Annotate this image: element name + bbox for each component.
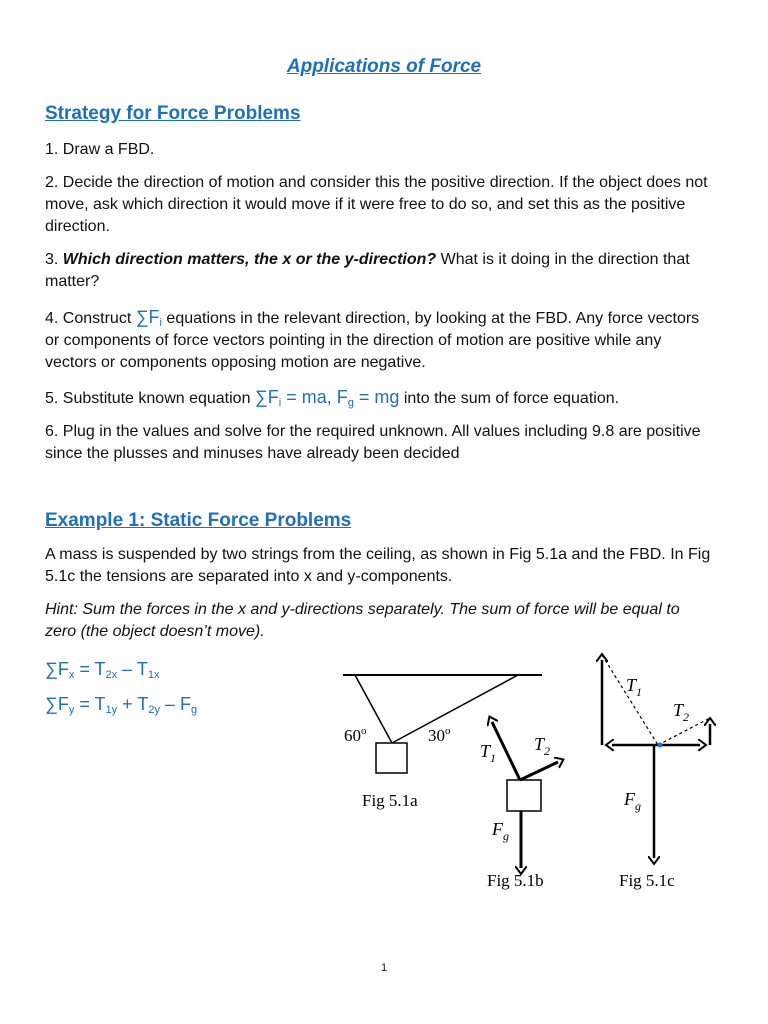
- step-5-eq-a: ∑F: [254, 387, 279, 407]
- fbd-t1-letter: T: [480, 741, 491, 761]
- step-5-eq-a-sub: i: [278, 397, 282, 409]
- fig-5-1b-caption: Fig 5.1b: [487, 871, 544, 890]
- origin-point: [658, 743, 663, 748]
- step-5-text: into the sum of force equation.: [399, 390, 620, 407]
- strategy-step-1: 1. Draw a FBD.: [45, 141, 155, 158]
- step-5-eq-b: = ma, F: [281, 387, 348, 407]
- step-4-sum-text: ∑F: [135, 307, 160, 327]
- example-intro: A mass is suspended by two strings from the ceiling, as shown in Fig 5.1a and the FBD. In Fig 5.1c the tensions are separated into x and y-components.: [45, 546, 711, 585]
- eq2-a: ∑F: [45, 694, 69, 714]
- step-5-eq-c: = mg: [353, 387, 400, 407]
- eq2-d: – F: [159, 694, 191, 714]
- step-3-text: What is it doing in the direction that matter?: [45, 251, 690, 290]
- step-4-text: equations in the relevant direction, by looking at the FBD. Any force vectors or components of force vectors pointing in the direction of motion are positive while any vectors or components opposing motion are negative.: [45, 310, 700, 371]
- comp-t1-letter: T: [626, 675, 637, 695]
- fbd-mass: [507, 780, 541, 811]
- eq1-c: – T: [117, 659, 148, 679]
- fbd-t2-sub: 2: [544, 744, 551, 758]
- eq2-b-sub: 1y: [105, 704, 118, 716]
- fig-5-1c-caption: Fig 5.1c: [619, 871, 675, 890]
- eq1-c-sub: 1x: [147, 669, 160, 681]
- fig-5-1a-caption: Fig 5.1a: [362, 791, 418, 810]
- fig-5-1b: [480, 722, 558, 890]
- fbd-t1-sub: 1: [490, 751, 497, 765]
- hanging-mass: [376, 743, 407, 773]
- angle-30-degree: o: [445, 725, 451, 737]
- page-number: 1: [380, 962, 388, 974]
- eq2-b: = T: [74, 694, 106, 714]
- comp-fg-label: [623, 789, 641, 813]
- angle-60-label: [344, 725, 367, 745]
- step-4-prefix: 4. Construct: [45, 310, 136, 327]
- example-hint: Hint: Sum the forces in the x and y-directions separately. The sum of force will be equal to zero (the object doesn’t move).: [45, 601, 680, 640]
- strategy-step-6: 6. Plug in the values and solve for the required unknown. All values including 9.8 are positive since the plusses and minuses have already been decided: [45, 423, 701, 462]
- string-right: [392, 675, 518, 743]
- comp-t2-sub: 2: [683, 710, 690, 724]
- angle-60-value: 60: [344, 726, 361, 745]
- eq1-a-sub: x: [68, 669, 75, 681]
- eq2-c-sub: 2y: [148, 704, 160, 716]
- comp-fg-sub: g: [635, 799, 641, 813]
- strategy-step-2: 2. Decide the direction of motion and consider this the positive direction. If the object does not move, ask which direction it would move if it were free to do so, and set this as the positive direction.: [45, 174, 708, 235]
- eq2-a-sub: y: [68, 704, 75, 716]
- eq1-b-sub: 2x: [105, 669, 118, 681]
- angle-30-label: [428, 725, 451, 745]
- t1-dashed-vector: [602, 655, 658, 745]
- fbd-t2-letter: T: [534, 734, 545, 754]
- t1-arrow: [492, 722, 520, 780]
- fbd-fg-letter: F: [492, 819, 503, 839]
- eq2-d-sub: g: [190, 704, 198, 716]
- strategy-heading: Strategy for Force Problems: [45, 103, 301, 124]
- fbd-t1-label: [480, 741, 496, 765]
- step-5-prefix: 5. Substitute known equation: [45, 390, 255, 407]
- comp-t1-label: [626, 675, 642, 699]
- fbd-t2-label: [534, 734, 550, 758]
- fbd-fg-sub: g: [503, 829, 509, 843]
- comp-t2-letter: T: [673, 700, 684, 720]
- angle-30-value: 30: [428, 726, 445, 745]
- angle-60-degree: o: [361, 725, 367, 737]
- fig-5-1c: [602, 655, 710, 890]
- comp-t1-sub: 1: [636, 685, 643, 699]
- page-title: Applications of Force: [286, 56, 482, 77]
- step-5-eq-b-sub: g: [347, 397, 354, 409]
- eq1-b: = T: [74, 659, 106, 679]
- eq2-c: + T: [117, 694, 149, 714]
- eq1-a: ∑F: [45, 659, 69, 679]
- comp-fg-letter: F: [624, 789, 635, 809]
- step-3-number: 3.: [45, 251, 63, 268]
- step-4-sum-sub: i: [159, 317, 162, 329]
- t2-arrow: [520, 762, 558, 780]
- comp-t2-label: [673, 700, 689, 724]
- example-heading: Example 1: Static Force Problems: [45, 510, 352, 531]
- fbd-fg-label: [491, 819, 509, 843]
- step-3-question: Which direction matters, the x or the y-direction?: [62, 251, 437, 268]
